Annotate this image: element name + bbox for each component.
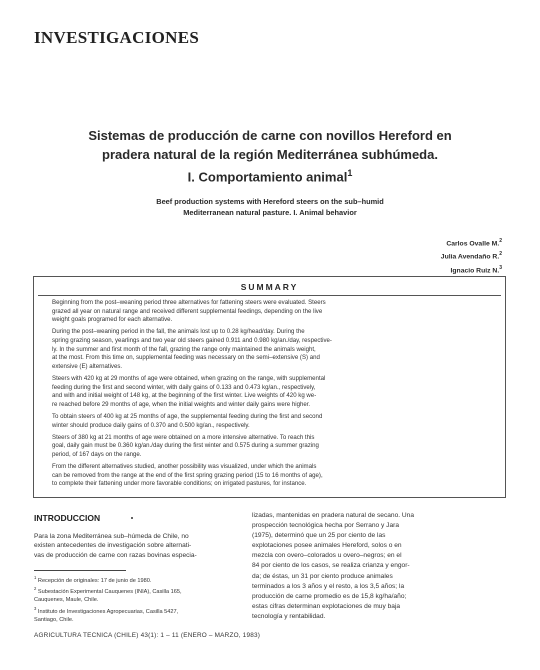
text-line: tecnología y rentabilidad. [252,612,326,620]
text-line: extensive (E) alternatives. [52,362,123,370]
author [441,236,502,249]
introduction-left-column [34,532,244,560]
footnote-number: 1 [34,575,37,580]
text-line: During the post–weaning period in the fall, the animals lost up to 0.28 kg/head/day. During the [52,328,305,336]
text-line: period, of 167 days on the range. [52,450,142,458]
footnote-text: Subestación Experimental Cauquenes (INIA), Casilla 165, [37,589,182,596]
footnote-number: 2 [34,586,37,592]
english-title-line: Beef production systems with Hereford steers on the sub–humid [156,197,384,206]
text-line: explotaciones posee animales Hereford, solos o en [252,542,402,550]
english-title [60,196,480,218]
footnote [34,585,248,596]
introduction-heading: INTRODUCCION [34,513,101,523]
text-line: (1975), determinó que un 25 por ciento de las [252,532,386,540]
footnote-continuation: Santiago, Chile. [34,616,74,623]
text-line: winter should produce daily gains of 0.370 and 0.500 kg/an., respectively. [52,421,250,429]
text-line: vas de producción de carne con razas bovinas especia- [34,551,197,559]
text-line: producción de carne promedio es de 15,8 kg/ha/año; [252,592,407,600]
summary-body [52,299,489,492]
text-line: estas cifras determinan explotaciones de muy baja [252,602,401,610]
text-line: to complete their fattening under more favorable conditions; on irrigated pastures, for instance. [52,480,307,488]
summary-box [33,276,506,498]
text-line: da; de éstas, un 31 por ciento produce animales [252,572,393,580]
text-line: re reached before 29 months of age, when the initial weights and winter daily gains were higher. [52,400,311,408]
text-line: grazed all year on natural range and received different supplemental feedings, depending on the live [52,307,323,315]
text-line: ly. In the summer and first month of the fall, grazing the range only maintained the animals weight, [52,345,316,353]
affiliation-marker: 2 [499,251,502,258]
author [441,263,502,276]
footnote [34,605,248,616]
text-line: spring grazing season, yearlings and two year old steers gained 0.911 and 0.980 kg/an./day, respective- [52,336,332,344]
title-line: Sistemas de producción de carne con novillos Hereford en [88,128,452,143]
author-name: Ignacio Ruiz N. [450,266,500,274]
author-list [441,236,502,276]
footnote [34,574,248,585]
text-line: can be removed from the range at the end of the first spring grazing period (15 to 16 months of age), [52,471,323,479]
introduction-right-column [252,511,506,622]
text-line: weight goals programed for each alternative. [52,316,173,324]
text-line: prospección tecnológica hecha por Serrano y Jara [252,522,399,530]
footnotes [34,574,248,624]
section-heading: INVESTIGACIONES [34,28,200,47]
text-line: mezcla con overo–colorados u overo–negros; en el [252,552,402,560]
author-name: Julia Avendaño R. [440,253,500,261]
footnote-number: 3 [34,605,37,611]
summary-paragraph [52,413,489,430]
footnote-divider [34,570,126,571]
english-title-line: Mediterranean natural pasture. I. Animal behavior [183,208,357,217]
text-line: lizadas, mantenidas en pradera natural de secano. Una [252,512,415,519]
summary-heading: SUMMARY [240,282,299,292]
summary-paragraph [52,299,489,325]
title-line-text: I. Comportamiento animal [187,169,348,185]
text-line: Steers with 420 kg at 29 months of age were obtained, when grazing on the range, with supplemental [52,374,326,382]
summary-divider [38,295,501,296]
text-line: and with and initial weight of 148 kg, at the beginning of the first winter. Live weights of 420 kg we- [52,392,317,400]
text-line: 84 por ciento de los casos, se realiza crianza y engor- [252,562,410,570]
text-line: existen antecedentes de investigación sobre alternati- [34,542,192,550]
footnote-continuation: Cauquenes, Maule, Chile. [34,597,99,604]
footnote-text: Instituto de Investigaciones Agropecuarias, Casilla 5427, [37,608,179,615]
article-title [40,126,500,186]
text-line: goal, daily gain must be 0.360 kg/an./day during the first winter and 0.575 during a summer grazing [52,442,319,450]
text-line: terminados a los 3 años y el resto, a los 3,5 años; la [252,582,405,590]
text-line: at the most. From this time on, supplemental feeding was necessary on the semi–extensive (S) and [52,354,320,362]
summary-paragraph [52,375,489,409]
author [441,249,502,262]
text-line: From the different alternatives studied, another possibility was visualized, under which the animals [52,463,317,471]
summary-paragraph [52,328,489,371]
journal-citation-footer: AGRICULTURA TECNICA (CHILE) 43(1): 1 – 11 (ENERO – MARZO, 1983) [34,632,261,639]
text-line: Beginning from the post–weaning period three alternatives for fattening steers were evaluated. Steers [52,299,326,306]
affiliation-marker: 2 [499,238,502,244]
title-line [40,164,500,186]
title-line: pradera natural de la región Mediterránea subhúmeda. [102,147,438,162]
affiliation-marker: 3 [499,264,502,271]
text-line: Steers of 380 kg at 21 months of age were obtained on a more intensive alternative. To reach this [52,433,315,441]
footnote-marker: 1 [347,168,353,178]
text-line: Para la zona Mediterránea sub–húmeda de Chile, no [34,533,189,540]
text-line: feeding during the first and second winter, with daily gains of 0.133 and 0.473 kg/an., respectively, [52,383,316,391]
text-line: To obtain steers of 400 kg at 25 months of age, the supplemental feeding during the first and second [52,412,323,420]
footnote-text: Recepción de originales: 17 de junio de 1980. [37,577,152,584]
summary-paragraph [52,463,489,489]
summary-paragraph [52,434,489,460]
author-name: Carlos Ovalle M. [446,240,500,248]
stray-dot-mark [131,517,133,519]
